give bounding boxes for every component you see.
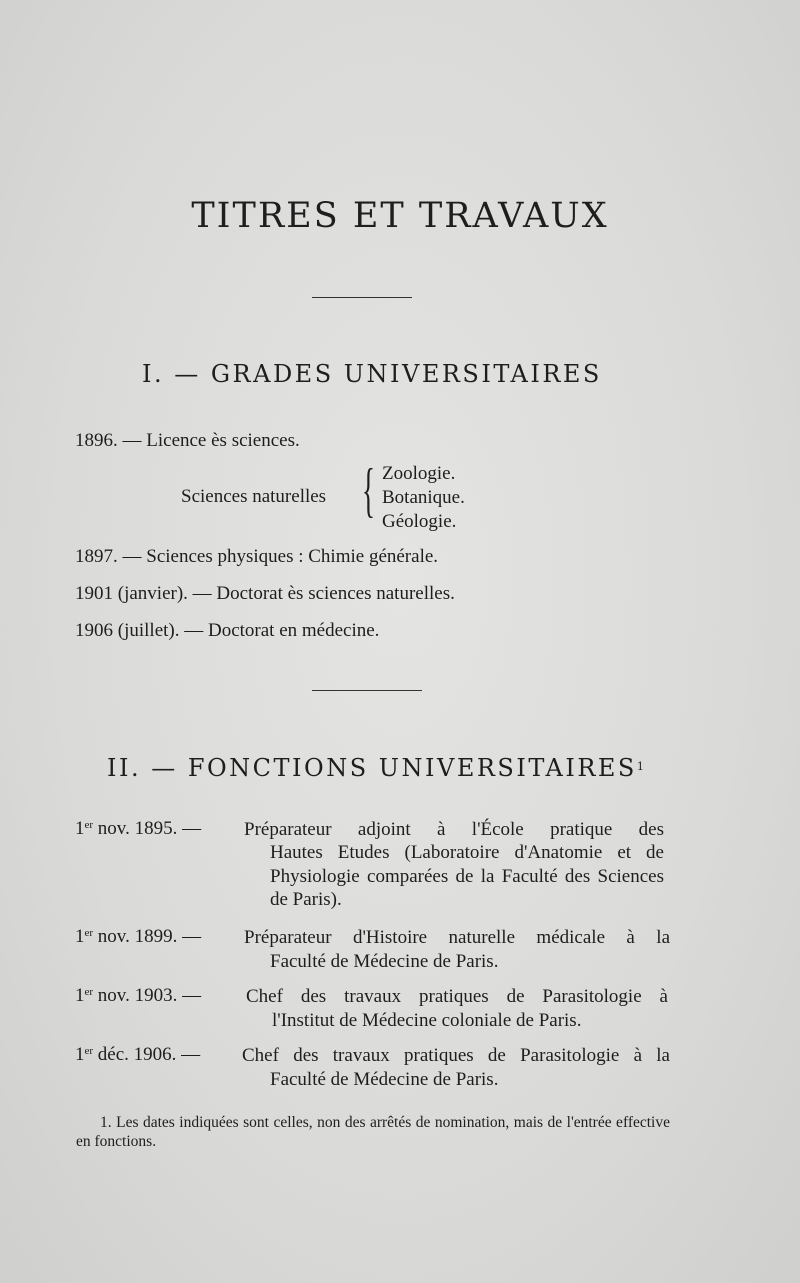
section-heading-fonctions-text: II. — FONCTIONS UNIVERSITAIRES: [107, 754, 637, 782]
fonction-entry-text-rest: Hautes Etudes (Laboratoire d'Anatomie et de Physiologie comparées de la Faculté des Sciences de Paris).: [270, 842, 664, 910]
ordinal-suffix: er: [84, 819, 94, 831]
ordinal-suffix: er: [84, 986, 94, 998]
fonction-entry-lead: [75, 985, 201, 1007]
fonction-entry-text-first: Préparateur adjoint à l'École pratique des: [244, 819, 664, 840]
title-divider: [312, 297, 412, 298]
subject-geologie: Géologie.: [382, 511, 457, 532]
entry-date: nov. 1903.: [97, 985, 178, 1006]
natural-sciences-label: Sciences naturelles: [181, 486, 327, 507]
fonction-entry-lead: [75, 1044, 200, 1066]
subject-botanique: Botanique.: [382, 487, 465, 508]
entry-doctorat-sciences: 1901 (janvier). — Doctorat ès sciences naturelles.: [75, 583, 455, 604]
entry-date: nov. 1899.: [97, 926, 178, 947]
fonction-entry-text-rest: l'Institut de Médecine coloniale de Paris.: [272, 1010, 582, 1031]
brace-symbol: {: [362, 457, 375, 523]
fonction-entry-lead: [75, 926, 201, 948]
ordinal-suffix: er: [84, 927, 94, 939]
section-divider: [312, 690, 422, 691]
section-heading-grades: I. — GRADES UNIVERSITAIRES: [142, 360, 602, 388]
ordinal: 1: [75, 926, 85, 947]
fonction-entry-text-first: Préparateur d'Histoire naturelle médicale à la: [244, 927, 670, 948]
fonction-entry-lead: [75, 818, 201, 840]
page-title: TITRES ET TRAVAUX: [191, 196, 609, 236]
subject-zoologie: Zoologie.: [382, 463, 456, 484]
fonction-entry-text-rest: Faculté de Médecine de Paris.: [270, 951, 499, 972]
entry-dash: —: [181, 1044, 201, 1065]
entry-doctorat-medecine: 1906 (juillet). — Doctorat en médecine.: [75, 620, 380, 641]
fonction-entry-text-first: Chef des travaux pratiques de Parasitologie à la: [242, 1045, 670, 1066]
entry-licence: 1896. — Licence ès sciences.: [75, 430, 300, 451]
ordinal: 1: [75, 985, 85, 1006]
entry-dash: —: [182, 926, 202, 947]
ordinal: 1: [75, 818, 85, 839]
entry-date: nov. 1895.: [97, 818, 178, 839]
fonction-entry-text-rest: Faculté de Médecine de Paris.: [270, 1069, 499, 1090]
section-heading-fonctions: [107, 754, 646, 782]
footnote-marker: 1: [636, 760, 647, 773]
ordinal-suffix: er: [84, 1045, 94, 1057]
fonction-entry-text-first: Chef des travaux pratiques de Parasitologie à: [246, 986, 668, 1007]
ordinal: 1: [75, 1044, 85, 1065]
entry-dash: —: [182, 818, 202, 839]
footnote: 1. Les dates indiquées sont celles, non des arrêtés de nomination, mais de l'entrée effective en fonctions.: [76, 1114, 670, 1150]
entry-sciences-physiques: 1897. — Sciences physiques : Chimie générale.: [75, 546, 439, 567]
entry-dash: —: [182, 985, 202, 1006]
entry-date: déc. 1906.: [97, 1044, 177, 1065]
